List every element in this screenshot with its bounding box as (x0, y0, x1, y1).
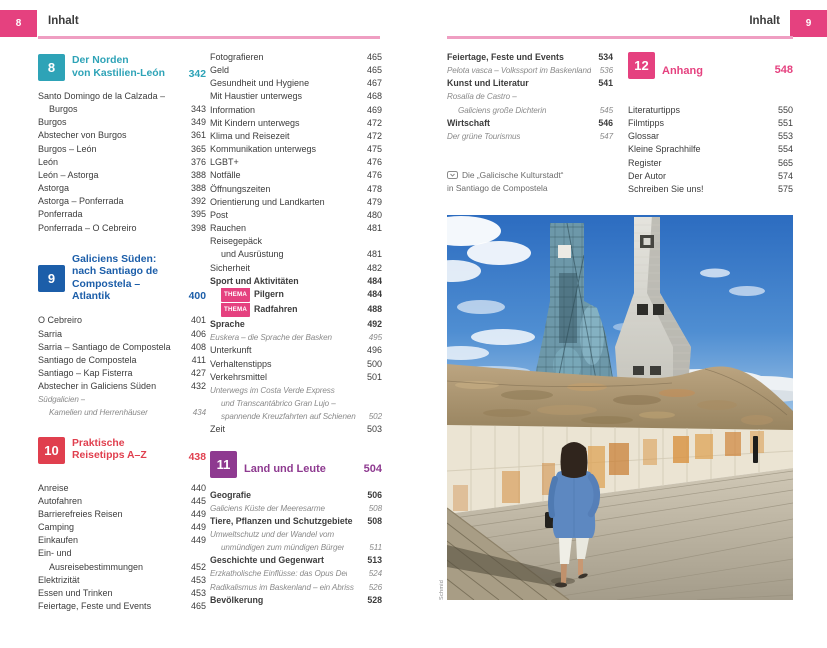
entry-page-number: 481 (366, 249, 382, 260)
entry-page-number: 526 (368, 582, 382, 592)
entry-page-number: 574 (777, 170, 793, 181)
entry-page-number: 553 (777, 131, 793, 142)
thema-badge: THEMA (221, 303, 250, 317)
toc-entry: Einkaufen 449 (38, 534, 206, 547)
entry-page-number: 449 (190, 522, 206, 533)
entry-page-number: 506 (367, 489, 382, 500)
toc-entry: Abstecher von Burgos 361 (38, 129, 206, 142)
entry-page-number: 476 (366, 170, 382, 181)
entry-page-number: 376 (190, 156, 206, 167)
entry-page-number: 554 (777, 144, 793, 155)
toc-entry: Register 565 (628, 157, 793, 170)
toc-entry: Euskera – die Sprache der Basken 495 (210, 331, 382, 344)
toc-entry: Mit Kindern unterwegs 472 (210, 117, 382, 130)
entry-page-number: 481 (366, 223, 382, 234)
entry-page-number: 465 (366, 52, 382, 62)
toc-entry: Verkehrsmittel 501 (210, 371, 382, 384)
chapter-page-number: 342 (188, 69, 206, 80)
entry-page-number: 528 (367, 594, 382, 605)
chapter-heading-12 (628, 52, 793, 79)
toc-entry: Astorga – Ponferrada 392 (38, 195, 206, 208)
entry-page-number: 406 (190, 328, 206, 339)
toc-entry: Essen und Trinken 453 (38, 587, 206, 600)
toc-entry: Öffnungszeiten 478 (210, 183, 382, 196)
toc-entry: Ponferrada 395 (38, 208, 206, 221)
chapter-number-box: 10 (38, 437, 65, 464)
toc-entry: Autofahren 445 (38, 495, 206, 508)
toc-entry: Kunst und Literatur 541 (447, 77, 613, 90)
toc-entry: Kamelien und Herrenhäuser 434 (38, 406, 206, 419)
toc-entry: O Cebreiro 401 (38, 314, 206, 327)
toc-entry: Geschichte und Gegenwart 513 (210, 554, 382, 567)
entry-page-number: 508 (367, 515, 382, 526)
photo-caption (447, 169, 613, 194)
toc-entry: Unterwegs im Costa Verde Express (210, 385, 335, 395)
toc-entry: Filmtipps 551 (628, 117, 793, 130)
toc-entry: Information 469 (210, 104, 382, 117)
toc-entry: Notfälle 476 (210, 169, 382, 182)
toc-entry: Sarria 406 (38, 328, 206, 341)
entry-page-number: 575 (777, 183, 793, 194)
toc-entry: Tiere, Pflanzen und Schutzgebiete 508 (210, 515, 382, 528)
entry-page-number: 480 (366, 209, 382, 220)
entry-page-number: 434 (192, 408, 206, 418)
toc-entry: Umweltschutz und der Wandel vom (210, 530, 335, 539)
chapter-heading-10 (38, 437, 206, 464)
toc-entry: spannende Kreuzfahrten auf Schienen 502 (210, 410, 382, 423)
chapter-title: Der Norden von Kastilien-León (72, 55, 165, 79)
toc-entry: Kommunikation unterwegs 475 (210, 143, 382, 156)
entry-page-number: 349 (190, 117, 206, 128)
entry-page-number: 453 (190, 574, 206, 585)
entry-page-number: 565 (777, 157, 793, 168)
entry-page-number: 472 (366, 117, 382, 128)
entry-page-number: 472 (366, 130, 382, 141)
entry-page-number: 545 (599, 105, 613, 115)
entry-page-number: 440 (190, 482, 206, 493)
entry-page-number: 495 (368, 333, 382, 343)
chapter-number-box: 8 (38, 54, 65, 81)
entry-page-number: 361 (190, 130, 206, 141)
toc-entry: Geografie 506 (210, 489, 382, 502)
header-title-left: Inhalt (48, 15, 79, 27)
entry-page-number: 388 (190, 183, 206, 194)
toc-entry: Unterkunft 496 (210, 344, 382, 357)
entry-page-number: 541 (598, 78, 613, 89)
toc-column-left-2 (210, 51, 382, 607)
toc-entry: Burgos 343 (38, 103, 206, 116)
toc-entry: Feiertage, Feste und Events 534 (447, 51, 613, 64)
toc-entry: Radikalismus im Baskenland – ein Abriss 526 (210, 581, 382, 594)
chapter-number-box: 9 (38, 265, 65, 292)
entry-page-number: 427 (190, 367, 206, 378)
entry-page-number: 467 (366, 78, 382, 89)
entry-page-number: 445 (190, 495, 206, 506)
chapter-page-number: 400 (188, 291, 206, 303)
toc-entry: Burgos – León 365 (38, 143, 206, 156)
entry-page-number: 395 (190, 209, 206, 220)
photo-illustration (447, 215, 793, 600)
toc-column-left-1 (38, 51, 206, 613)
header-rule-right (447, 36, 793, 39)
toc-entry: Feiertage, Feste und Events 465 (38, 600, 206, 613)
photo-cidade-da-cultura (447, 215, 793, 600)
toc-entry: unmündigen zum mündigen Bürger 511 (210, 541, 382, 554)
toc-entry: Fotografieren 465 (210, 51, 382, 64)
chapter-heading-11 (210, 451, 382, 478)
toc-entry: Santo Domingo de la Calzada – (38, 91, 166, 101)
toc-column-right-1 (447, 51, 613, 194)
entry-page-number: 503 (366, 424, 382, 435)
toc-entry: Wirtschaft 546 (447, 117, 613, 130)
entry-page-number: 534 (598, 52, 613, 62)
entry-page-number: 508 (368, 503, 382, 513)
toc-entry: Sprache 492 (210, 318, 382, 331)
entry-page-number: 365 (190, 143, 206, 154)
caption-line: in Santiago de Compostela (447, 183, 548, 194)
chapter-heading-8 (38, 54, 206, 81)
entry-page-number: 492 (367, 319, 382, 330)
entry-page-number: 496 (366, 345, 382, 356)
entry-page-number: 432 (190, 381, 206, 392)
toc-entry: Gesundheit und Hygiene 467 (210, 77, 382, 90)
entry-page-number: 392 (190, 196, 206, 207)
entry-page-number: 478 (366, 183, 382, 194)
entry-page-number: 488 (367, 303, 382, 314)
page-number-tab-right: 9 (790, 10, 827, 37)
entry-page-number: 475 (366, 144, 382, 155)
header-title-right: Inhalt (749, 15, 780, 27)
entry-page-number: 524 (368, 569, 382, 579)
entry-page-number: 468 (366, 91, 382, 102)
chapter-page-number: 438 (188, 451, 206, 463)
toc-entry: Santiago de Compostela 411 (38, 354, 206, 367)
chapter-page-number: 504 (363, 462, 382, 475)
entry-page-number: 513 (367, 555, 382, 566)
entry-page-number: 500 (366, 358, 382, 369)
toc-entry: Camping 449 (38, 521, 206, 534)
entry-page-number: 453 (190, 587, 206, 598)
entry-page-number: 484 (367, 275, 382, 286)
toc-column-right-2 (628, 51, 793, 196)
toc-entry: Literaturtipps 550 (628, 104, 793, 117)
toc-entry: León – Astorga 388 (38, 169, 206, 182)
entry-page-number: 449 (190, 508, 206, 519)
toc-entry: Südgalicien – (38, 395, 86, 405)
caption-line: Die „Galicische Kulturstadt“ (462, 170, 564, 181)
chapter-title: Land und Leute (244, 463, 326, 476)
chapter-title: Praktische Reisetipps A–Z (72, 437, 147, 462)
entry-page-number: 550 (777, 105, 793, 115)
toc-entry: Galiciens Küste der Meeresarme 508 (210, 502, 382, 515)
entry-page-number: 469 (366, 104, 382, 115)
entry-page-number: 551 (777, 118, 793, 129)
toc-entry: Mit Haustier unterwegs 468 (210, 90, 382, 103)
chapter-number-box: 11 (210, 451, 237, 478)
toc-entry: Sport und Aktivitäten 484 (210, 275, 382, 288)
entry-page-number: 343 (190, 104, 206, 115)
entry-page-number: 511 (369, 543, 382, 553)
entry-page-number: 547 (599, 131, 613, 141)
toc-entry: Ausreisebestimmungen 452 (38, 561, 206, 574)
entry-page-number: 408 (190, 341, 206, 352)
entry-page-number: 401 (190, 315, 206, 326)
toc-entry: Burgos 349 (38, 116, 206, 129)
toc-entry: Galiciens große Dichterin 545 (447, 104, 613, 117)
toc-entry: Der Autor 574 (628, 170, 793, 183)
toc-entry: Erzkatholische Einflüsse: das Opus Dei 524 (210, 567, 382, 580)
entry-page-number: 398 (190, 222, 206, 233)
photo-ref-icon (447, 170, 458, 182)
entry-page-number: 479 (366, 196, 382, 207)
toc-entry: Bevölkerung 528 (210, 594, 382, 607)
toc-entry: Ein- und (38, 548, 72, 559)
toc-entry: THEMA Radfahren 488 (210, 303, 382, 318)
toc-entry: Reisegepäck (210, 236, 263, 247)
toc-entry: und Ausrüstung 481 (210, 248, 382, 261)
entry-page-number: 546 (598, 117, 613, 128)
toc-entry: Rauchen 481 (210, 222, 382, 235)
chapter-page-number: 548 (774, 64, 793, 76)
entry-page-number: 482 (366, 262, 382, 273)
bollard (753, 436, 758, 463)
chapter-title: Galiciens Süden: nach Santiago de Compostela – Atlantik (72, 253, 159, 302)
toc-entry: LGBT+ 476 (210, 156, 382, 169)
page-number-tab-left: 8 (0, 10, 37, 37)
chapter-heading-9 (38, 254, 206, 304)
header-rule-left (38, 36, 380, 39)
toc-entry: Schreiben Sie uns! 575 (628, 183, 793, 196)
toc-entry: Orientierung und Landkarten 479 (210, 196, 382, 209)
toc-entry: Sicherheit 482 (210, 262, 382, 275)
entry-page-number: 388 (190, 169, 206, 180)
toc-entry: Klima und Reisezeit 472 (210, 130, 382, 143)
entry-page-number: 411 (191, 354, 206, 365)
chapter-number-box: 12 (628, 52, 655, 79)
thema-badge: THEMA (221, 288, 250, 302)
entry-page-number: 476 (366, 157, 382, 168)
toc-entry: Verhaltenstipps 500 (210, 358, 382, 371)
entry-page-number: 484 (367, 288, 382, 299)
toc-entry: Barrierefreies Reisen 449 (38, 508, 206, 521)
toc-entry: Anreise 440 (38, 482, 206, 495)
toc-entry: Der grüne Tourismus 547 (447, 130, 613, 143)
toc-entry: Santiago – Kap Fisterra 427 (38, 367, 206, 380)
toc-entry: Pelota vasca – Volkssport im Baskenland 536 (447, 64, 613, 77)
toc-entry: Sarria – Santiago de Compostela 408 (38, 341, 206, 354)
toc-entry: Kleine Sprachhilfe 554 (628, 143, 793, 156)
entry-page-number: 465 (366, 65, 382, 76)
toc-entry: Abstecher in Galiciens Süden 432 (38, 380, 206, 393)
toc-entry: Zeit 503 (210, 423, 382, 436)
toc-entry: Glossar 553 (628, 130, 793, 143)
toc-entry: Geld 465 (210, 64, 382, 77)
toc-entry: THEMA Pilgern 484 (210, 288, 382, 303)
toc-entry: Post 480 (210, 209, 382, 222)
toc-entry: und Transcantábrico Gran Lujo – (221, 399, 336, 409)
toc-entry: Ponferrada – O Cebreiro 398 (38, 222, 206, 235)
entry-page-number: 501 (366, 371, 382, 382)
toc-entry: Elektrizität 453 (38, 574, 206, 587)
toc-entry: Astorga 388 (38, 182, 206, 195)
toc-entry: Rosalía de Castro – (447, 92, 517, 102)
toc-entry: León 376 (38, 156, 206, 169)
entry-page-number: 536 (599, 66, 613, 76)
entry-page-number: 452 (190, 561, 206, 572)
chapter-title: Anhang (662, 64, 703, 77)
photo-credit: Schmid (439, 579, 445, 600)
entry-page-number: 465 (190, 601, 206, 611)
entry-page-number: 449 (190, 535, 206, 546)
entry-page-number: 502 (368, 412, 382, 422)
